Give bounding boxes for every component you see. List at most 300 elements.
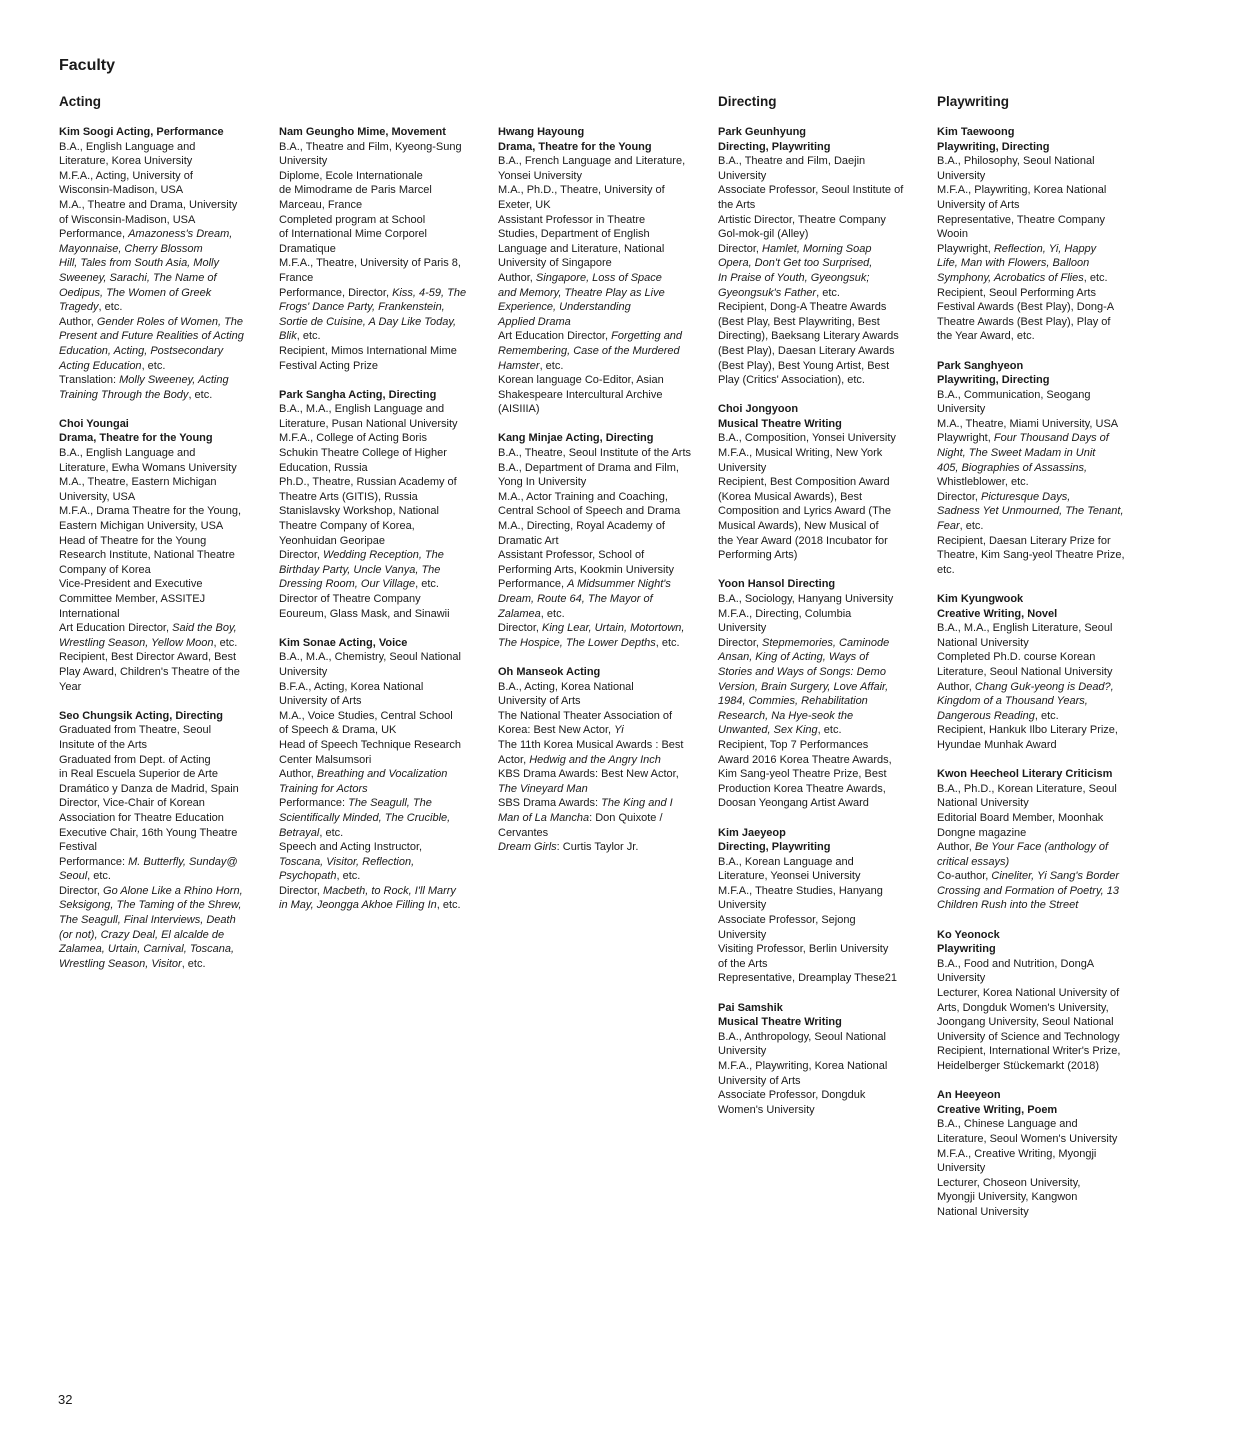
faculty-detail-line: Sadness Yet Unmourned, The Tenant, bbox=[937, 505, 1124, 518]
faculty-detail-line: Representative, Theatre Company bbox=[937, 213, 1105, 226]
faculty-detail-line: Oedipus, The Women of Greek bbox=[59, 286, 212, 299]
faculty-detail-line: University bbox=[937, 403, 986, 416]
faculty-detail-line: Graduated from Dept. of Acting bbox=[59, 753, 211, 766]
faculty-detail-line: Mayonnaise, Cherry Blossom bbox=[59, 242, 203, 255]
faculty-detail-line: Toscana, Visitor, Reflection, bbox=[279, 855, 415, 868]
faculty-detail-line: The National Theater Association of bbox=[498, 709, 673, 722]
faculty-detail-line: Recipient, Daesan Literary Prize for bbox=[937, 534, 1111, 547]
faculty-role: Musical Theatre Writing bbox=[718, 1016, 842, 1029]
faculty-detail-line: Director, Hamlet, Morning Soap bbox=[718, 242, 872, 255]
faculty-detail-line: Recipient, Dong-A Theatre Awards bbox=[718, 301, 887, 314]
faculty-entry bbox=[937, 125, 1143, 344]
faculty-detail-line: Korean language Co-Editor, Asian bbox=[498, 374, 664, 387]
faculty-detail-line: Zalamea, etc. bbox=[498, 607, 565, 620]
faculty-detail-line: Graduated from Theatre, Seoul bbox=[59, 724, 212, 737]
faculty-column-1 bbox=[59, 125, 265, 986]
faculty-detail-line: 1984, Commies, Rehabilitation bbox=[718, 695, 868, 708]
faculty-detail-line: Performing Arts, Kookmin University bbox=[498, 563, 675, 576]
faculty-detail-line: Year bbox=[59, 680, 82, 693]
faculty-detail-line: Recipient, Mimos International Mime bbox=[279, 344, 457, 357]
faculty-detail-line: Playwright, Reflection, Yi, Happy bbox=[937, 242, 1097, 255]
faculty-detail-line: Schukin Theatre College of Higher bbox=[279, 447, 447, 460]
faculty-name: Kang Minjae Acting, Directing bbox=[498, 432, 654, 445]
faculty-role: Playwriting bbox=[937, 943, 996, 956]
faculty-detail-line: Gol-mok-gil (Alley) bbox=[718, 228, 809, 241]
faculty-name: Seo Chungsik Acting, Directing bbox=[59, 709, 223, 722]
faculty-detail-line: The Hospice, The Lower Depths, etc. bbox=[498, 636, 680, 649]
faculty-detail-line: (AISIIIA) bbox=[498, 403, 540, 416]
faculty-name: Hwang Hayoung bbox=[498, 126, 585, 138]
faculty-detail-line: Center Malsumsori bbox=[279, 753, 372, 766]
faculty-detail-line: Author, Singapore, Loss of Space bbox=[498, 271, 662, 284]
faculty-detail-line: B.A., Food and Nutrition, DongA bbox=[937, 957, 1095, 970]
faculty-detail-line: the Year Award (2018 Incubator for bbox=[718, 534, 888, 547]
faculty-detail-line: B.A., Department of Drama and Film, bbox=[498, 461, 679, 474]
faculty-detail-line: Speech and Acting Instructor, bbox=[279, 841, 423, 854]
faculty-detail-line: Yeonhuidan Georipae bbox=[279, 534, 386, 547]
faculty-detail-line: Acting Education, etc. bbox=[59, 359, 166, 372]
faculty-entry bbox=[937, 592, 1143, 753]
faculty-detail-line: Children Rush into the Street bbox=[937, 899, 1079, 912]
faculty-detail-line: Visiting Professor, Berlin University bbox=[718, 943, 889, 956]
faculty-detail-line: B.A., M.A., English Language and bbox=[279, 403, 445, 416]
faculty-detail-line: M.F.A., Directing, Columbia bbox=[718, 607, 852, 620]
faculty-detail-line: Director of Theatre Company bbox=[279, 593, 421, 605]
faculty-detail-line: Betrayal, etc. bbox=[279, 826, 344, 839]
faculty-detail-line: University bbox=[718, 899, 767, 912]
faculty-detail-line: M.F.A., Theatre, University of Paris 8, bbox=[279, 257, 461, 270]
faculty-detail-line: M.F.A., Playwriting, Korea National bbox=[937, 184, 1107, 197]
faculty-detail-line: Insitute of the Arts bbox=[59, 738, 148, 751]
faculty-detail-line: University bbox=[718, 169, 767, 182]
faculty-detail-line: Production Korea Theatre Awards, bbox=[718, 782, 886, 795]
faculty-detail-line: B.A., Anthropology, Seoul National bbox=[718, 1030, 886, 1043]
faculty-detail-line: Dramático y Danza de Madrid, Spain bbox=[59, 782, 239, 795]
faculty-detail-line: Director, King Lear, Urtain, Motortown, bbox=[498, 622, 685, 635]
faculty-detail-line: Editorial Board Member, Moonhak bbox=[937, 811, 1104, 824]
faculty-detail-line: Author, Chang Guk-yeong is Dead?, bbox=[937, 680, 1114, 693]
faculty-detail-line: Opera, Don't Get too Surprised, bbox=[718, 257, 873, 270]
faculty-detail-line: University of Arts bbox=[718, 1074, 801, 1087]
faculty-detail-line: Director, Picturesque Days, bbox=[937, 490, 1071, 503]
faculty-detail-line: M.F.A., Theatre Studies, Hanyang bbox=[718, 884, 883, 897]
faculty-detail-line: University bbox=[718, 622, 767, 635]
faculty-role: Directing, Playwriting bbox=[718, 140, 831, 153]
faculty-detail-line: Experience, Understanding bbox=[498, 301, 631, 314]
faculty-detail-line: Literature, Yeonsei University bbox=[718, 870, 861, 883]
faculty-detail-line: B.A., Ph.D., Korean Literature, Seoul bbox=[937, 782, 1117, 795]
faculty-detail-line: M.A., Actor Training and Coaching, bbox=[498, 490, 668, 503]
faculty-detail-line: B.A., French Language and Literature, bbox=[498, 155, 686, 168]
faculty-detail-line: B.A., Theatre and Film, Daejin bbox=[718, 155, 866, 168]
faculty-detail-line: Research, Na Hye-seok the bbox=[718, 709, 854, 722]
section-heading-directing: Directing bbox=[718, 94, 777, 109]
faculty-detail-line: Stanislavsky Workshop, National bbox=[279, 505, 439, 518]
faculty-detail-line: B.F.A., Acting, Korea National bbox=[279, 680, 424, 693]
faculty-detail-line: Blik, etc. bbox=[279, 330, 321, 343]
faculty-detail-line: Author, Be Your Face (anthology of bbox=[937, 841, 1109, 854]
faculty-detail-line: Associate Professor, Sejong bbox=[718, 914, 856, 927]
faculty-detail-line: B.A., Communication, Seogang bbox=[937, 388, 1091, 401]
faculty-detail-line: National University bbox=[937, 636, 1029, 649]
faculty-name: Park Sangha Acting, Directing bbox=[279, 388, 437, 401]
faculty-detail-line: In Praise of Youth, Gyeongsuk; bbox=[718, 271, 870, 284]
faculty-detail-line: Composition and Lyrics Award (The bbox=[718, 505, 892, 518]
faculty-entry bbox=[59, 417, 265, 694]
faculty-detail-line: University of Science and Technology bbox=[937, 1030, 1120, 1043]
faculty-detail-line: Lecturer, Korea National University of bbox=[937, 987, 1120, 1000]
faculty-detail-line: The Vineyard Man bbox=[498, 782, 588, 795]
faculty-detail-line: Performance, Director, Kiss, 4-59, The bbox=[279, 286, 467, 299]
faculty-detail-line: Life, Man with Flowers, Balloon bbox=[937, 257, 1090, 270]
faculty-detail-line: B.A., Chinese Language and bbox=[937, 1118, 1078, 1131]
faculty-detail-line: Shakespeare Intercultural Archive bbox=[498, 388, 663, 401]
faculty-detail-line: Remembering, Case of the Murdered bbox=[498, 344, 680, 357]
faculty-detail-line: Theatre Company of Korea, bbox=[279, 520, 415, 533]
faculty-detail-line: M.A., Theatre, Miami University, USA bbox=[937, 417, 1119, 430]
faculty-detail-line: Co-author, Cineliter, Yi Sang's Border bbox=[937, 870, 1120, 883]
faculty-detail-line: Author, Breathing and Vocalization bbox=[279, 768, 448, 781]
faculty-entry bbox=[279, 125, 485, 373]
faculty-detail-line: B.A., M.A., Chemistry, Seoul National bbox=[279, 651, 461, 664]
faculty-detail-line: Translation: Molly Sweeney, Acting bbox=[59, 374, 229, 387]
faculty-detail-line: Hamster, etc. bbox=[498, 359, 564, 372]
faculty-entry bbox=[279, 636, 485, 913]
faculty-detail-line: Recipient, Hankuk Ilbo Literary Prize, bbox=[937, 724, 1118, 737]
faculty-name: Choi Youngai bbox=[59, 417, 129, 430]
faculty-name: Kim Sonae Acting, Voice bbox=[279, 636, 408, 649]
faculty-detail-line: Training for Actors bbox=[279, 782, 368, 795]
faculty-detail-line: International bbox=[59, 607, 120, 620]
faculty-detail-line: University of Arts bbox=[279, 695, 362, 708]
faculty-role: Playwriting, Directing bbox=[937, 374, 1050, 387]
faculty-detail-line: M.F.A., Playwriting, Korea National bbox=[718, 1060, 888, 1072]
faculty-detail-line: Birthday Party, Uncle Vanya, The bbox=[279, 563, 441, 576]
faculty-detail-line: M.F.A., Creative Writing, Myongji bbox=[937, 1147, 1097, 1160]
faculty-detail-line: Ph.D., Theatre, Russian Academy of bbox=[279, 476, 457, 489]
faculty-detail-line: Dongne magazine bbox=[937, 826, 1027, 839]
faculty-detail-line: Literature, Seoul Women's University bbox=[937, 1132, 1118, 1145]
faculty-detail-line: Kim Sang-yeol Theatre Prize, Best bbox=[718, 768, 887, 781]
faculty-entry bbox=[718, 402, 924, 563]
faculty-detail-line: Performance, Amazoness's Dream, bbox=[59, 228, 233, 241]
faculty-detail-line: University bbox=[718, 1045, 767, 1058]
faculty-detail-line: University of Arts bbox=[937, 198, 1020, 211]
faculty-detail-line: Ansan, King of Acting, Ways of bbox=[718, 651, 869, 664]
faculty-detail-line: Festival bbox=[59, 841, 97, 854]
faculty-detail-line: B.A., Korean Language and bbox=[718, 855, 854, 868]
faculty-detail-line: Education, Russia bbox=[279, 461, 368, 474]
faculty-detail-line: Director, Go Alone Like a Rhino Horn, bbox=[59, 884, 243, 897]
faculty-detail-line: (Best Play), Best Young Artist, Best bbox=[718, 359, 890, 372]
faculty-column-4 bbox=[718, 125, 924, 1132]
faculty-detail-line: University bbox=[279, 155, 328, 168]
faculty-entry bbox=[718, 1001, 924, 1118]
faculty-detail-line: Directing), Baeksang Literary Awards bbox=[718, 330, 899, 343]
faculty-detail-line: 405, Biographies of Assassins, bbox=[937, 461, 1088, 474]
faculty-detail-line: Literature, Seoul National University bbox=[937, 665, 1113, 678]
faculty-detail-line: M.F.A., Acting, University of bbox=[59, 169, 193, 182]
faculty-detail-line: Theatre Arts (GITIS), Russia bbox=[279, 490, 418, 503]
faculty-detail-line: Art Education Director, Said the Boy, bbox=[59, 622, 237, 635]
faculty-entry bbox=[718, 125, 924, 388]
faculty-detail-line: Art Education Director, Forgetting and bbox=[498, 330, 683, 343]
faculty-entry bbox=[718, 577, 924, 811]
faculty-name: Kim Kyungwook bbox=[937, 593, 1024, 605]
faculty-detail-line: Recipient, Best Composition Award bbox=[718, 476, 890, 489]
faculty-detail-line: Vice-President and Executive bbox=[59, 578, 203, 591]
faculty-detail-line: SBS Drama Awards: The King and I bbox=[498, 797, 673, 810]
faculty-detail-line: Myongji University, Kangwon bbox=[937, 1191, 1078, 1204]
faculty-detail-line: Scientifically Minded, The Crucible, bbox=[279, 811, 451, 824]
faculty-role: Drama, Theatre for the Young bbox=[498, 140, 652, 153]
faculty-detail-line: Eastern Michigan University, USA bbox=[59, 520, 224, 533]
faculty-detail-line: University bbox=[937, 1162, 986, 1175]
faculty-detail-line: Recipient, Best Director Award, Best bbox=[59, 651, 237, 664]
faculty-detail-line: M.F.A., College of Acting Boris bbox=[279, 432, 427, 445]
faculty-detail-line: Gyeongsuk's Father, etc. bbox=[718, 286, 840, 299]
faculty-entry bbox=[937, 359, 1143, 578]
faculty-detail-line: Head of Theatre for the Young bbox=[59, 534, 207, 547]
faculty-detail-line: Playwright, Four Thousand Days of bbox=[937, 432, 1109, 445]
faculty-detail-line: Award 2016 Korea Theatre Awards, bbox=[718, 753, 892, 766]
faculty-detail-line: Joongang University, Seoul National bbox=[937, 1016, 1114, 1029]
faculty-name: Choi Jongyoon bbox=[718, 403, 799, 416]
faculty-detail-line: France bbox=[279, 271, 314, 284]
faculty-detail-line: Committee Member, ASSITEJ bbox=[59, 593, 206, 605]
faculty-detail-line: B.A., Theatre, Seoul Institute of the Arts bbox=[498, 447, 692, 460]
faculty-detail-line: University of Singapore bbox=[498, 257, 612, 270]
faculty-detail-line: B.A., M.A., English Literature, Seoul bbox=[937, 622, 1113, 635]
faculty-detail-line: University bbox=[718, 928, 767, 941]
faculty-detail-line: Version, Brain Surgery, Love Affair, bbox=[718, 680, 889, 693]
faculty-detail-line: B.A., Theatre and Film, Kyeong-Sung bbox=[279, 140, 462, 153]
faculty-column-3 bbox=[498, 125, 704, 869]
faculty-detail-line: The 11th Korea Musical Awards : Best bbox=[498, 738, 684, 751]
faculty-detail-line: Man of La Mancha: Don Quixote / bbox=[498, 811, 663, 824]
faculty-detail-line: Festival Awards (Best Play), Dong-A bbox=[937, 301, 1115, 314]
faculty-detail-line: critical essays) bbox=[937, 855, 1010, 868]
faculty-detail-line: Symphony, Acrobatics of Flies, etc. bbox=[937, 271, 1108, 284]
page-number: 32 bbox=[58, 1392, 73, 1407]
faculty-name: Park Sanghyeon bbox=[937, 359, 1024, 372]
faculty-detail-line: Frogs' Dance Party, Frankenstein, bbox=[279, 301, 445, 314]
faculty-detail-line: Representative, Dreamplay These21 bbox=[718, 972, 897, 985]
faculty-detail-line: Seoul, etc. bbox=[59, 870, 111, 883]
faculty-detail-line: Completed program at School bbox=[279, 213, 426, 226]
faculty-detail-line: the Arts bbox=[718, 198, 756, 211]
faculty-detail-line: Zalamea, Urtain, Carnival, Toscana, bbox=[59, 943, 235, 956]
faculty-entry bbox=[498, 431, 704, 650]
faculty-detail-line: B.A., English Language and bbox=[59, 447, 196, 460]
faculty-detail-line: (or not), Crazy Deal, El alcalde de bbox=[59, 928, 225, 941]
faculty-entry bbox=[937, 767, 1143, 913]
faculty-detail-line: Dangerous Reading, etc. bbox=[937, 709, 1059, 722]
faculty-detail-line: M.A., Directing, Royal Academy of bbox=[498, 520, 665, 533]
faculty-detail-line: KBS Drama Awards: Best New Actor, bbox=[498, 768, 679, 781]
faculty-detail-line: Musical Awards), New Musical of bbox=[718, 520, 879, 533]
faculty-name: Park Geunhyung bbox=[718, 126, 807, 138]
faculty-detail-line: Wrestling Season, Yellow Moon, etc. bbox=[59, 636, 238, 649]
faculty-detail-line: Wooin bbox=[937, 228, 968, 241]
faculty-detail-line: Yong In University bbox=[498, 476, 587, 489]
faculty-detail-line: Dramatique bbox=[279, 242, 336, 255]
faculty-detail-line: B.A., Composition, Yonsei University bbox=[718, 432, 896, 445]
faculty-detail-line: Hill, Tales from South Asia, Molly bbox=[59, 257, 219, 270]
faculty-name: Yoon Hansol Directing bbox=[718, 578, 836, 591]
faculty-detail-line: Theatre Awards (Best Play), Play of bbox=[937, 315, 1111, 328]
faculty-detail-line: Arts, Dongduk Women's University, bbox=[937, 1001, 1109, 1014]
faculty-role: Directing, Playwriting bbox=[718, 841, 831, 854]
faculty-detail-line: Director, Stepmemories, Caminode bbox=[718, 636, 890, 649]
faculty-detail-line: Education, Acting, Postsecondary bbox=[59, 344, 224, 357]
faculty-detail-line: Heidelberger Stückemarkt (2018) bbox=[937, 1060, 1100, 1072]
faculty-detail-line: (Best Play), Daesan Literary Awards bbox=[718, 344, 895, 357]
faculty-detail-line: University bbox=[718, 461, 767, 474]
faculty-detail-line: and Memory, Theatre Play as Live bbox=[498, 286, 665, 299]
faculty-detail-line: Cervantes bbox=[498, 826, 549, 839]
faculty-detail-line: Festival Acting Prize bbox=[279, 359, 379, 372]
faculty-detail-line: Hyundae Munhak Award bbox=[937, 738, 1057, 751]
faculty-detail-line: Theatre, Kim Sang-yeol Theatre Prize, bbox=[937, 549, 1125, 562]
faculty-detail-line: M.A., Theatre and Drama, University bbox=[59, 198, 238, 211]
faculty-name: Oh Manseok Acting bbox=[498, 665, 601, 678]
faculty-detail-line: M.A., Theatre, Eastern Michigan bbox=[59, 476, 217, 489]
faculty-column-2 bbox=[279, 125, 485, 928]
faculty-detail-line: University bbox=[937, 169, 986, 182]
faculty-detail-line: Night, The Sweet Madam in Unit bbox=[937, 447, 1096, 460]
faculty-detail-line: Exeter, UK bbox=[498, 198, 551, 211]
faculty-detail-line: Present and Future Realities of Acting bbox=[59, 330, 244, 343]
faculty-detail-line: Dream, Route 64, The Mayor of bbox=[498, 593, 653, 605]
faculty-detail-line: Performance: The Seagull, The bbox=[279, 797, 432, 810]
faculty-detail-line: Research Institute, National Theatre bbox=[59, 549, 235, 562]
faculty-detail-line: B.A., English Language and bbox=[59, 140, 196, 153]
page-title: Faculty bbox=[59, 57, 116, 74]
faculty-detail-line: Language and Literature, National bbox=[498, 242, 665, 255]
faculty-detail-line: the Year Award, etc. bbox=[937, 330, 1035, 343]
faculty-detail-line: B.A., Acting, Korea National bbox=[498, 680, 634, 693]
faculty-detail-line: Literature, Pusan National University bbox=[279, 417, 458, 430]
faculty-detail-line: University of Arts bbox=[498, 695, 581, 708]
faculty-detail-line: Executive Chair, 16th Young Theatre bbox=[59, 826, 238, 839]
faculty-detail-line: Dressing Room, Our Village, etc. bbox=[279, 578, 439, 591]
faculty-detail-line: Recipient, Seoul Performing Arts bbox=[937, 286, 1096, 299]
faculty-detail-line: Whistleblower, etc. bbox=[937, 476, 1029, 489]
faculty-entry bbox=[718, 826, 924, 987]
faculty-detail-line: of Wisconsin-Madison, USA bbox=[59, 213, 196, 226]
faculty-detail-line: Kingdom of a Thousand Years, bbox=[937, 695, 1088, 708]
faculty-detail-line: Seksigong, The Taming of the Shrew, bbox=[59, 899, 242, 912]
faculty-detail-line: Play (Critics' Association), etc. bbox=[718, 374, 865, 387]
faculty-detail-line: Marceau, France bbox=[279, 198, 363, 211]
faculty-detail-line: M.F.A., Musical Writing, New York bbox=[718, 447, 883, 460]
faculty-detail-line: in Real Escuela Superior de Arte bbox=[59, 768, 218, 781]
faculty-name: Ko Yeonock bbox=[937, 928, 1000, 941]
faculty-detail-line: Lecturer, Choseon University, bbox=[937, 1176, 1081, 1189]
faculty-detail-line: Actor, Hedwig and the Angry Inch bbox=[498, 753, 661, 766]
faculty-detail-line: Yonsei University bbox=[498, 169, 582, 182]
faculty-detail-line: Performing Arts) bbox=[718, 549, 798, 562]
faculty-detail-line: in May, Jeongga Akhoe Filling In, etc. bbox=[279, 899, 461, 912]
faculty-detail-line: Studies, Department of English bbox=[498, 228, 650, 241]
faculty-detail-line: of Speech & Drama, UK bbox=[279, 724, 397, 737]
faculty-entry bbox=[279, 388, 485, 622]
faculty-role: Playwriting, Directing bbox=[937, 140, 1050, 153]
faculty-detail-line: Training Through the Body, etc. bbox=[59, 388, 213, 401]
faculty-detail-line: Stories and Ways of Songs: Demo bbox=[718, 665, 886, 678]
faculty-detail-line: Crossing and Formation of Poetry, 13 bbox=[937, 884, 1119, 897]
faculty-detail-line: Associate Professor, Seoul Institute of bbox=[718, 184, 904, 197]
faculty-role: Musical Theatre Writing bbox=[718, 417, 842, 430]
faculty-name: Kwon Heecheol Literary Criticism bbox=[937, 768, 1113, 781]
faculty-name: An Heeyeon bbox=[937, 1089, 1001, 1102]
faculty-detail-line: (Korea Musical Awards), Best bbox=[718, 490, 863, 503]
faculty-entry bbox=[59, 709, 265, 972]
faculty-role: Creative Writing, Poem bbox=[937, 1103, 1058, 1116]
faculty-detail-line: of International Mime Corporel bbox=[279, 228, 427, 241]
faculty-detail-line: Performance, A Midsummer Night's bbox=[498, 578, 671, 591]
faculty-detail-line: etc. bbox=[937, 563, 955, 576]
faculty-detail-line: Unwanted, Sex King, etc. bbox=[718, 724, 842, 737]
faculty-detail-line: Head of Speech Technique Research bbox=[279, 738, 462, 751]
faculty-detail-line: Director, Vice-Chair of Korean bbox=[59, 797, 205, 810]
faculty-detail-line: Sortie de Cuisine, A Day Like Today, bbox=[279, 315, 457, 328]
faculty-detail-line: Play Award, Children's Theatre of the bbox=[59, 665, 240, 678]
faculty-detail-line: Korea: Best New Actor, Yi bbox=[498, 724, 624, 737]
faculty-entry bbox=[498, 665, 704, 855]
faculty-detail-line: Central School of Speech and Drama bbox=[498, 505, 681, 518]
faculty-entry bbox=[498, 125, 704, 417]
faculty-detail-line: B.A., Sociology, Hanyang University bbox=[718, 593, 894, 605]
faculty-detail-line: Author, Gender Roles of Women, The bbox=[59, 315, 244, 328]
faculty-detail-line: Diplome, Ecole Internationale bbox=[279, 169, 423, 182]
section-heading-acting: Acting bbox=[59, 94, 101, 109]
faculty-detail-line: Recipient, Top 7 Performances bbox=[718, 738, 869, 751]
faculty-detail-line: Dramatic Art bbox=[498, 534, 559, 547]
faculty-entry bbox=[937, 1088, 1143, 1219]
faculty-role: Creative Writing, Novel bbox=[937, 607, 1058, 620]
faculty-detail-line: University bbox=[937, 972, 986, 985]
faculty-detail-line: Tragedy, etc. bbox=[59, 301, 123, 314]
faculty-detail-line: Wrestling Season, Visitor, etc. bbox=[59, 957, 206, 970]
faculty-detail-line: M.A., Ph.D., Theatre, University of bbox=[498, 184, 665, 197]
faculty-entry bbox=[937, 928, 1143, 1074]
faculty-entry bbox=[59, 125, 265, 402]
faculty-detail-line: Psychopath, etc. bbox=[279, 870, 361, 883]
faculty-detail-line: (Best Play, Best Playwriting, Best bbox=[718, 315, 880, 328]
faculty-detail-line: Wisconsin-Madison, USA bbox=[59, 184, 184, 197]
faculty-detail-line: M.A., Voice Studies, Central School bbox=[279, 709, 453, 722]
faculty-detail-line: Director, Macbeth, to Rock, I'll Marry bbox=[279, 884, 456, 897]
faculty-detail-line: Performance: M. Butterfly, Sunday@ bbox=[59, 855, 238, 868]
faculty-detail-line: Doosan Yeongang Artist Award bbox=[718, 797, 869, 810]
faculty-name: Kim Jaeyeop bbox=[718, 826, 786, 839]
faculty-detail-line: B.A., Philosophy, Seoul National bbox=[937, 155, 1095, 168]
faculty-name: Kim Taewoong bbox=[937, 126, 1015, 138]
faculty-role: Drama, Theatre for the Young bbox=[59, 432, 213, 445]
faculty-detail-line: Fear, etc. bbox=[937, 520, 984, 533]
faculty-detail-line: M.F.A., Drama Theatre for the Young, bbox=[59, 505, 242, 518]
faculty-detail-line: Recipient, International Writer's Prize, bbox=[937, 1045, 1121, 1058]
faculty-detail-line: Artistic Director, Theatre Company bbox=[718, 213, 886, 226]
faculty-name: Kim Soogi Acting, Performance bbox=[59, 126, 224, 138]
faculty-detail-line: University bbox=[279, 665, 328, 678]
faculty-detail-line: Company of Korea bbox=[59, 563, 151, 576]
faculty-detail-line: Women's University bbox=[718, 1103, 815, 1116]
faculty-detail-line: Literature, Korea University bbox=[59, 155, 193, 168]
faculty-detail-line: Eoureum, Glass Mask, and Sinawii bbox=[279, 607, 450, 620]
